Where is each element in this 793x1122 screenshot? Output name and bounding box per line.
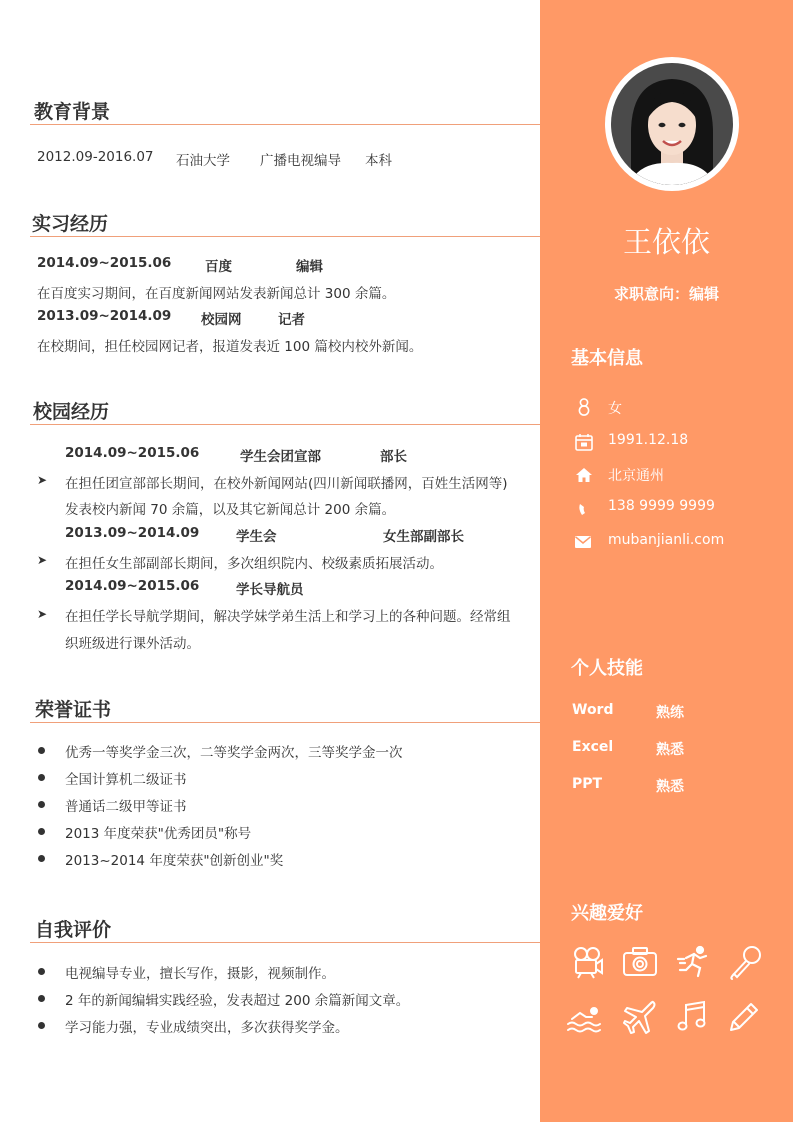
skill-name: Excel bbox=[572, 739, 614, 755]
education-degree: 本科 bbox=[365, 153, 392, 169]
campus-desc: 在担任女生部副部长期间，多次组织院内、校级素质拓展活动。 bbox=[65, 556, 443, 572]
campus-desc: 发表校内新闻 70 余篇，以及其它新闻总计 200 余篇。 bbox=[65, 502, 396, 518]
internship-org: 百度 bbox=[205, 259, 232, 275]
arrow-bullet-icon: ➤ bbox=[37, 553, 48, 567]
basic-info-title: 基本信息 bbox=[571, 348, 643, 369]
self-eval-item: 2 年的新闻编辑实践经验，发表超过 200 余篇新闻文章。 bbox=[65, 993, 410, 1009]
arrow-bullet-icon: ➤ bbox=[37, 473, 48, 487]
campus-desc: 在担任学长导航学期间，解决学妹学弟生活上和学习上的各种问题。经常组 bbox=[65, 609, 511, 625]
self-eval-item: 学习能力强，专业成绩突出，多次获得奖学金。 bbox=[65, 1020, 349, 1036]
bullet-dot-icon bbox=[38, 995, 45, 1002]
campus-org: 学生会团宣部 bbox=[240, 449, 321, 465]
microphone-icon bbox=[728, 944, 764, 980]
skill-level: 熟悉 bbox=[656, 779, 684, 795]
honor-item: 2013~2014 年度荣获"创新创业"奖 bbox=[65, 853, 284, 869]
skill-name: Word bbox=[572, 702, 614, 718]
phone-icon bbox=[574, 499, 594, 519]
swimming-icon bbox=[566, 999, 602, 1035]
honors-divider bbox=[30, 722, 540, 723]
skill-level: 熟悉 bbox=[656, 742, 684, 758]
airplane-icon bbox=[622, 999, 658, 1035]
phone-value: 138 9999 9999 bbox=[608, 498, 715, 514]
skill-name: PPT bbox=[572, 776, 603, 792]
location-value: 北京通州 bbox=[608, 468, 664, 484]
internship-role: 编辑 bbox=[296, 259, 323, 275]
campus-divider bbox=[30, 424, 540, 425]
camera-video-icon bbox=[569, 944, 605, 980]
education-major: 广播电视编导 bbox=[260, 153, 341, 169]
campus-desc: 在担任团宣部部长期间，在校外新闻网站(四川新闻联播网，百姓生活网等) bbox=[65, 476, 508, 492]
campus-role: 部长 bbox=[380, 449, 407, 465]
hobbies-title: 兴趣爱好 bbox=[571, 903, 643, 924]
bullet-dot-icon bbox=[38, 1022, 45, 1029]
bullet-dot-icon bbox=[38, 968, 45, 975]
campus-org: 学长导航员 bbox=[236, 582, 304, 598]
campus-org: 学生会 bbox=[236, 529, 277, 545]
gender-value: 女 bbox=[608, 401, 622, 417]
self-eval-title: 自我评价 bbox=[35, 919, 112, 941]
email-icon bbox=[573, 532, 593, 552]
bullet-dot-icon bbox=[38, 747, 45, 754]
profile-name: 王依依 bbox=[622, 225, 710, 259]
internship-desc: 在百度实习期间，在百度新闻网站发表新闻总计 300 余篇。 bbox=[37, 286, 396, 302]
internship-period: 2014.09~2015.06 bbox=[37, 255, 172, 271]
self-eval-item: 电视编导专业，擅长写作，摄影，视频制作。 bbox=[65, 966, 335, 982]
birth-value: 1991.12.18 bbox=[608, 432, 689, 448]
campus-period: 2014.09~2015.06 bbox=[65, 578, 200, 594]
internship-desc: 在校期间，担任校园网记者，报道发表近 100 篇校内校外新闻。 bbox=[37, 339, 423, 355]
bullet-dot-icon bbox=[38, 828, 45, 835]
bullet-dot-icon bbox=[38, 801, 45, 808]
internship-divider bbox=[30, 236, 540, 237]
honors-title: 荣誉证书 bbox=[35, 699, 112, 721]
gender-icon bbox=[574, 397, 594, 417]
arrow-bullet-icon: ➤ bbox=[37, 607, 48, 621]
campus-title: 校园经历 bbox=[33, 401, 110, 423]
internship-role: 记者 bbox=[278, 312, 305, 328]
education-title: 教育背景 bbox=[34, 101, 111, 123]
running-icon bbox=[676, 944, 712, 980]
self-eval-divider bbox=[30, 942, 540, 943]
skills-title: 个人技能 bbox=[571, 658, 643, 679]
campus-role: 女生部副部长 bbox=[383, 529, 464, 545]
campus-period: 2013.09~2014.09 bbox=[65, 525, 200, 541]
bullet-dot-icon bbox=[38, 774, 45, 781]
internship-title: 实习经历 bbox=[32, 213, 109, 235]
campus-desc: 织班级进行课外活动。 bbox=[65, 636, 200, 652]
avatar bbox=[611, 63, 733, 185]
honor-item: 2013 年度荣获"优秀团员"称号 bbox=[65, 826, 252, 842]
bullet-dot-icon bbox=[38, 855, 45, 862]
skill-level: 熟练 bbox=[656, 705, 684, 721]
profile-objective: 求职意向：编辑 bbox=[613, 285, 719, 303]
honor-item: 普通话二级甲等证书 bbox=[65, 799, 187, 815]
email-value: mubanjianli.com bbox=[608, 532, 725, 548]
campus-period: 2014.09~2015.06 bbox=[65, 445, 200, 461]
internship-period: 2013.09~2014.09 bbox=[37, 308, 172, 324]
education-divider bbox=[30, 124, 540, 125]
home-icon bbox=[574, 465, 594, 485]
honor-item: 全国计算机二级证书 bbox=[65, 772, 187, 788]
education-school: 石油大学 bbox=[176, 153, 230, 169]
camera-icon bbox=[622, 944, 658, 980]
education-period: 2012.09-2016.07 bbox=[37, 149, 154, 165]
pencil-icon bbox=[726, 999, 762, 1035]
music-note-icon bbox=[675, 999, 711, 1035]
honor-item: 优秀一等奖学金三次，二等奖学金两次，三等奖学金一次 bbox=[65, 745, 403, 761]
calendar-icon bbox=[574, 432, 594, 452]
internship-org: 校园网 bbox=[201, 312, 242, 328]
